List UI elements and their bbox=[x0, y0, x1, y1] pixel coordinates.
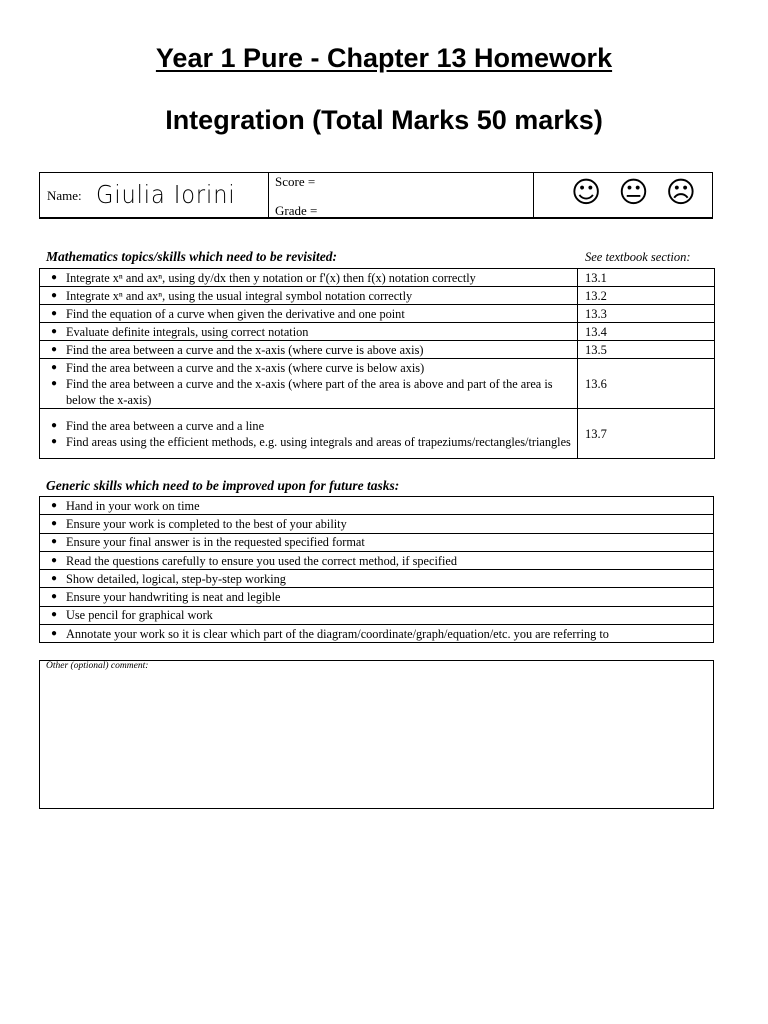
bullet-item bbox=[42, 534, 709, 550]
bullet-text: Find areas using the efficient methods, e.g. using integrals and areas of trapeziums/rectangles/triangles bbox=[66, 434, 571, 449]
generic-skill-cell bbox=[40, 533, 714, 551]
bullet-icon: ● bbox=[50, 554, 58, 566]
bullet-icon: ● bbox=[50, 361, 58, 373]
student-name: Giulia Iorini bbox=[96, 180, 236, 209]
bullet-item bbox=[42, 418, 573, 434]
neutral-face-icon: 😐 bbox=[618, 175, 649, 209]
generic-skill-row bbox=[40, 551, 714, 569]
score-label: Score = bbox=[275, 174, 316, 189]
bullet-icon: ● bbox=[50, 609, 58, 621]
bullet-text: Read the questions carefully to ensure you used the correct method, if specified bbox=[66, 553, 457, 568]
textbook-section-cell: 13.3 bbox=[578, 305, 715, 323]
topic-cell bbox=[40, 409, 578, 459]
bullet-item bbox=[42, 571, 709, 587]
generic-skill-row bbox=[40, 570, 714, 588]
sad-face-icon: ☹ bbox=[665, 175, 696, 209]
bullet-text: Ensure your final answer is in the requested specified format bbox=[66, 535, 365, 550]
bullet-item bbox=[42, 324, 573, 340]
comment-box[interactable] bbox=[39, 660, 714, 809]
bullet-text: Use pencil for graphical work bbox=[66, 608, 213, 623]
page-subtitle: Integration (Total Marks 50 marks) bbox=[165, 105, 603, 135]
bullet-item bbox=[42, 342, 573, 358]
bullet-text: Find the equation of a curve when given the derivative and one point bbox=[66, 306, 405, 321]
textbook-section-cell: 13.2 bbox=[578, 287, 715, 305]
textbook-section-cell: 13.5 bbox=[578, 341, 715, 359]
generic-skill-cell bbox=[40, 497, 714, 515]
topic-row bbox=[40, 409, 715, 459]
comment-label: Other (optional) comment: bbox=[46, 661, 149, 671]
topic-cell bbox=[40, 323, 578, 341]
bullet-text: Integrate xⁿ and axⁿ, using dy/dx then y notation or f'(x) then f(x) notation correctly bbox=[66, 270, 476, 285]
generic-skill-cell bbox=[40, 570, 714, 588]
bullet-icon: ● bbox=[50, 435, 58, 447]
bullet-text: Integrate xⁿ and axⁿ, using the usual integral symbol notation correctly bbox=[66, 288, 413, 303]
bullet-icon: ● bbox=[50, 517, 58, 529]
generic-skills-table bbox=[39, 496, 714, 643]
smiley-face-icon: ☺ bbox=[571, 175, 602, 209]
bullet-item bbox=[42, 270, 573, 286]
bullet-icon: ● bbox=[50, 572, 58, 584]
textbook-section-cell: 13.1 bbox=[578, 269, 715, 287]
generic-skill-cell bbox=[40, 588, 714, 606]
generic-skills-heading: Generic skills which need to be improved upon for future tasks: bbox=[46, 478, 400, 493]
bullet-icon: ● bbox=[50, 419, 58, 431]
bullet-icon: ● bbox=[50, 271, 58, 283]
bullet-icon: ● bbox=[50, 536, 58, 548]
feedback-faces bbox=[571, 177, 696, 207]
topic-cell bbox=[40, 269, 578, 287]
textbook-section-cell: 13.7 bbox=[578, 409, 715, 459]
generic-skill-row bbox=[40, 606, 714, 624]
bullet-item bbox=[42, 607, 709, 623]
bullet-item bbox=[42, 306, 573, 322]
generic-skill-row bbox=[40, 588, 714, 606]
generic-skill-cell bbox=[40, 515, 714, 533]
bullet-text: Find the area between a curve and the x-axis (where curve is below axis) bbox=[66, 360, 425, 375]
bullet-item bbox=[42, 498, 709, 514]
bullet-icon: ● bbox=[50, 289, 58, 301]
bullet-icon: ● bbox=[50, 325, 58, 337]
bullet-text: Find the area between a curve and the x-axis (where part of the area is above and part of the area is below the x-axis) bbox=[66, 376, 553, 407]
bullet-item bbox=[42, 516, 709, 532]
page-title: Year 1 Pure - Chapter 13 Homework bbox=[155, 43, 613, 73]
topic-cell bbox=[40, 359, 578, 409]
topics-table bbox=[39, 268, 715, 459]
generic-skill-cell bbox=[40, 551, 714, 569]
generic-skill-row bbox=[40, 625, 714, 643]
bullet-icon: ● bbox=[50, 499, 58, 511]
bullet-icon: ● bbox=[50, 343, 58, 355]
bullet-item bbox=[42, 288, 573, 304]
generic-skill-cell bbox=[40, 625, 714, 643]
topic-cell bbox=[40, 305, 578, 323]
topic-row bbox=[40, 287, 715, 305]
bullet-text: Hand in your work on time bbox=[66, 498, 200, 513]
textbook-section-heading: See textbook section: bbox=[585, 250, 691, 264]
bullet-icon: ● bbox=[50, 307, 58, 319]
bullet-text: Ensure your handwriting is neat and legible bbox=[66, 590, 281, 605]
grade-label: Grade = bbox=[275, 203, 318, 218]
bullet-icon: ● bbox=[50, 591, 58, 603]
topic-row bbox=[40, 341, 715, 359]
topics-heading: Mathematics topics/skills which need to be revisited: bbox=[46, 249, 337, 264]
bullet-text: Ensure your work is completed to the best of your ability bbox=[66, 516, 347, 531]
bullet-item bbox=[42, 589, 709, 605]
student-header-box bbox=[39, 172, 713, 219]
topic-cell bbox=[40, 287, 578, 305]
generic-skill-row bbox=[40, 515, 714, 533]
topic-row bbox=[40, 359, 715, 409]
generic-skill-row bbox=[40, 497, 714, 515]
textbook-section-cell: 13.4 bbox=[578, 323, 715, 341]
name-label: Name: bbox=[47, 188, 82, 203]
bullet-item bbox=[42, 360, 573, 376]
generic-skill-cell bbox=[40, 606, 714, 624]
topic-cell bbox=[40, 341, 578, 359]
bullet-item bbox=[42, 376, 573, 408]
topic-row bbox=[40, 269, 715, 287]
topic-row bbox=[40, 305, 715, 323]
bullet-text: Show detailed, logical, step-by-step working bbox=[66, 571, 286, 586]
bullet-item bbox=[42, 553, 709, 569]
bullet-text: Evaluate definite integrals, using correct notation bbox=[66, 324, 309, 339]
bullet-item bbox=[42, 434, 573, 450]
bullet-text: Find the area between a curve and the x-axis (where curve is above axis) bbox=[66, 342, 424, 357]
generic-skill-row bbox=[40, 533, 714, 551]
bullet-text: Annotate your work so it is clear which part of the diagram/coordinate/graph/equation/etc. you are referring to bbox=[66, 626, 609, 641]
topic-row bbox=[40, 323, 715, 341]
bullet-item bbox=[42, 626, 709, 642]
bullet-text: Find the area between a curve and a line bbox=[66, 418, 265, 433]
textbook-section-cell: 13.6 bbox=[578, 359, 715, 409]
bullet-icon: ● bbox=[50, 377, 58, 389]
bullet-icon: ● bbox=[50, 627, 58, 639]
